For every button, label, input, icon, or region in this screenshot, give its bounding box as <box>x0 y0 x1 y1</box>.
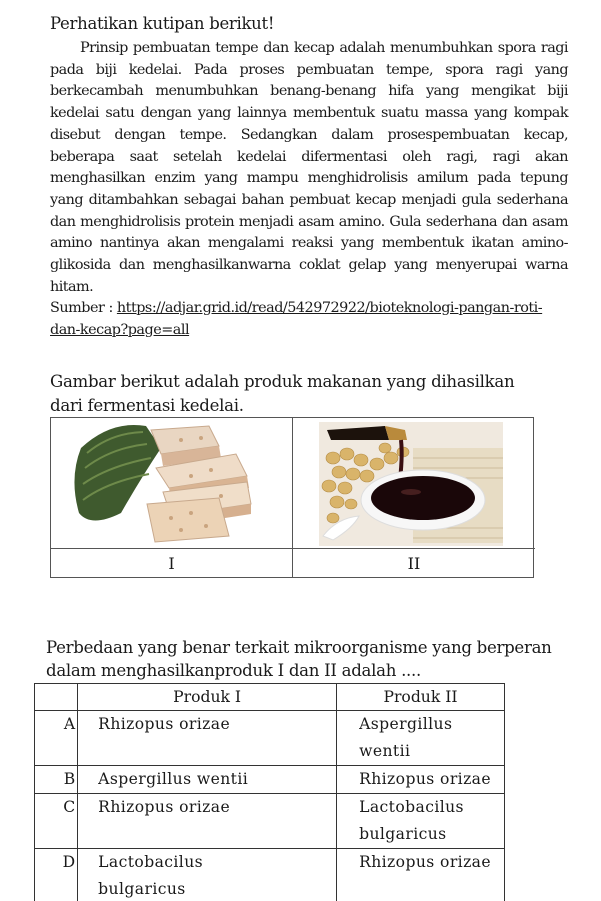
source-citation <box>50 298 570 341</box>
option-letter[interactable]: C <box>35 794 78 849</box>
figure-cell-1 <box>51 418 293 548</box>
option-letter[interactable]: D <box>35 849 78 901</box>
source-link[interactable]: https://adjar.grid.id/read/542972922/bioteknologi-pangan-roti-dan-kecap?page=all <box>50 300 543 338</box>
kecap-image <box>293 418 533 547</box>
option-letter[interactable]: B <box>35 766 78 794</box>
figure-label-2: II <box>407 554 421 573</box>
option-produk-1: Lactobacilus bulgaricus <box>78 849 337 901</box>
option-letter[interactable]: A <box>35 711 78 766</box>
option-produk-1: Rhizopus orizae <box>78 794 337 849</box>
option-row-c[interactable] <box>35 794 505 849</box>
header-blank <box>35 684 78 711</box>
heading: Perhatikan kutipan berikut! <box>50 14 275 33</box>
figure-intro: Gambar berikut adalah produk makanan yang dihasilkan dari fermentasi kedelai. <box>50 372 515 415</box>
answer-table-header <box>35 684 505 711</box>
option-row-a[interactable] <box>35 711 505 766</box>
option-produk-2: Rhizopus orizae <box>337 766 505 794</box>
option-row-d[interactable] <box>35 849 505 901</box>
header-produk-1: Produk I <box>78 684 337 711</box>
figure-table <box>50 417 534 578</box>
option-produk-2: Lactobacilus bulgaricus <box>337 794 505 849</box>
question-text: Perbedaan yang benar terkait mikroorganisme yang berperan dalam menghasilkanproduk I dan II adalah .... <box>46 638 552 680</box>
option-produk-2: Aspergillus wentii <box>337 711 505 766</box>
option-produk-1: Aspergillus wentii <box>78 766 337 794</box>
figure-label-1: I <box>51 549 293 578</box>
excerpt-paragraph: Prinsip pembuatan tempe dan kecap adalah menumbuhkan spora ragi pada biji kedelai. Pada proses pembuatan tempe, spora ragi yang berkecambah menumbuhkan benang-benang hifa yang mengikat biji kedelai satu dengan yang lainnya membentuk suatu massa yang kompak disebut dengan tempe. Sedangkan dalam prosespembuatan kecap, beberapa saat setelah kedelai difermentasi oleh ragi, ragi akan menghasilkan enzim yang mampu menghidrolisis amilum pada tepung yang ditambahkan sebagai bahan pembuat kecap menjadi gula sederhana dan menghidrolisis protein menjadi asam amino. Gula sederhana dan asam amino nantinya akan mengalami reaksi yang membentuk ikatan amino-glikosida dan menghasilkanwarna coklat gelap yang menyerupai warna hitam. <box>50 40 568 295</box>
answer-table <box>34 683 505 901</box>
option-produk-2: Rhizopus orizae <box>337 849 505 901</box>
option-row-b[interactable] <box>35 766 505 794</box>
figure-cell-2 <box>293 418 535 548</box>
source-label: Sumber : <box>50 300 117 316</box>
header-produk-2: Produk II <box>337 684 505 711</box>
tempe-image <box>51 418 291 547</box>
option-produk-1: Rhizopus orizae <box>78 711 337 766</box>
